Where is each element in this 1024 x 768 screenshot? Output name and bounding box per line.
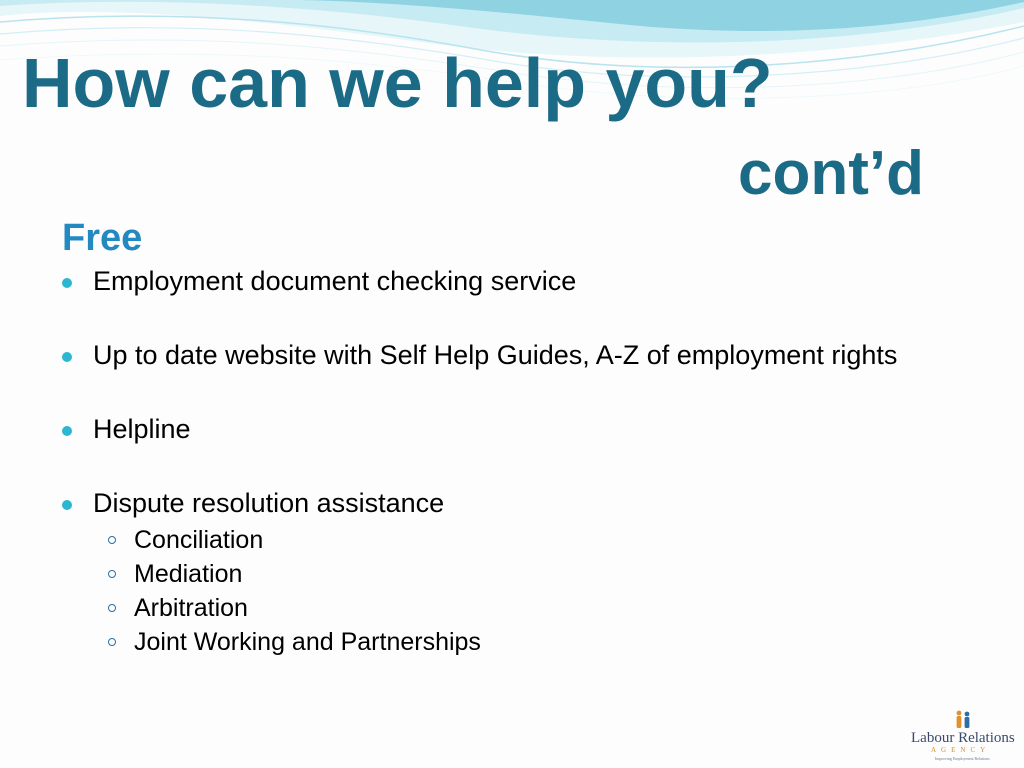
sub-bullet-list [93,523,962,659]
section-heading: Free [62,217,143,259]
sub-bullet-item [93,625,962,659]
bullet-list [62,266,962,659]
slide-title-continued: cont’d [738,139,924,208]
labour-relations-agency-logo [905,710,1021,764]
bullet-text: Dispute resolution assistance [93,488,445,518]
bullet-dot-icon [62,278,72,288]
logo-agency: AGENCY [931,746,991,754]
sub-bullet-ring-icon [108,570,116,578]
sub-bullet-item [93,591,962,625]
logo-name: Labour Relations [911,730,1015,746]
sub-bullet-text: Conciliation [134,526,264,554]
sub-bullet-item [93,523,962,557]
sub-bullet-text: Joint Working and Partnerships [134,628,481,656]
bullet-item [62,266,962,297]
sub-bullet-ring-icon [108,638,116,646]
bullet-dot-icon [62,352,72,362]
slide-title: How can we help you? [22,44,773,122]
sub-bullet-ring-icon [108,604,116,612]
bullet-text: Helpline [93,414,191,444]
bullet-text: Employment document checking service [93,266,577,296]
bullet-dot-icon [62,426,72,436]
bullet-dot-icon [62,500,72,510]
sub-bullet-ring-icon [108,536,116,544]
sub-bullet-item [93,557,962,591]
bullet-item [62,340,962,371]
bullet-item [62,488,962,659]
bullet-text: Up to date website with Self Help Guides, A-Z of employment rights [93,340,898,370]
bullet-item [62,414,962,445]
logo-tagline: Improving Employment Relations [935,756,990,761]
sub-bullet-text: Arbitration [134,594,248,622]
sub-bullet-text: Mediation [134,560,243,588]
